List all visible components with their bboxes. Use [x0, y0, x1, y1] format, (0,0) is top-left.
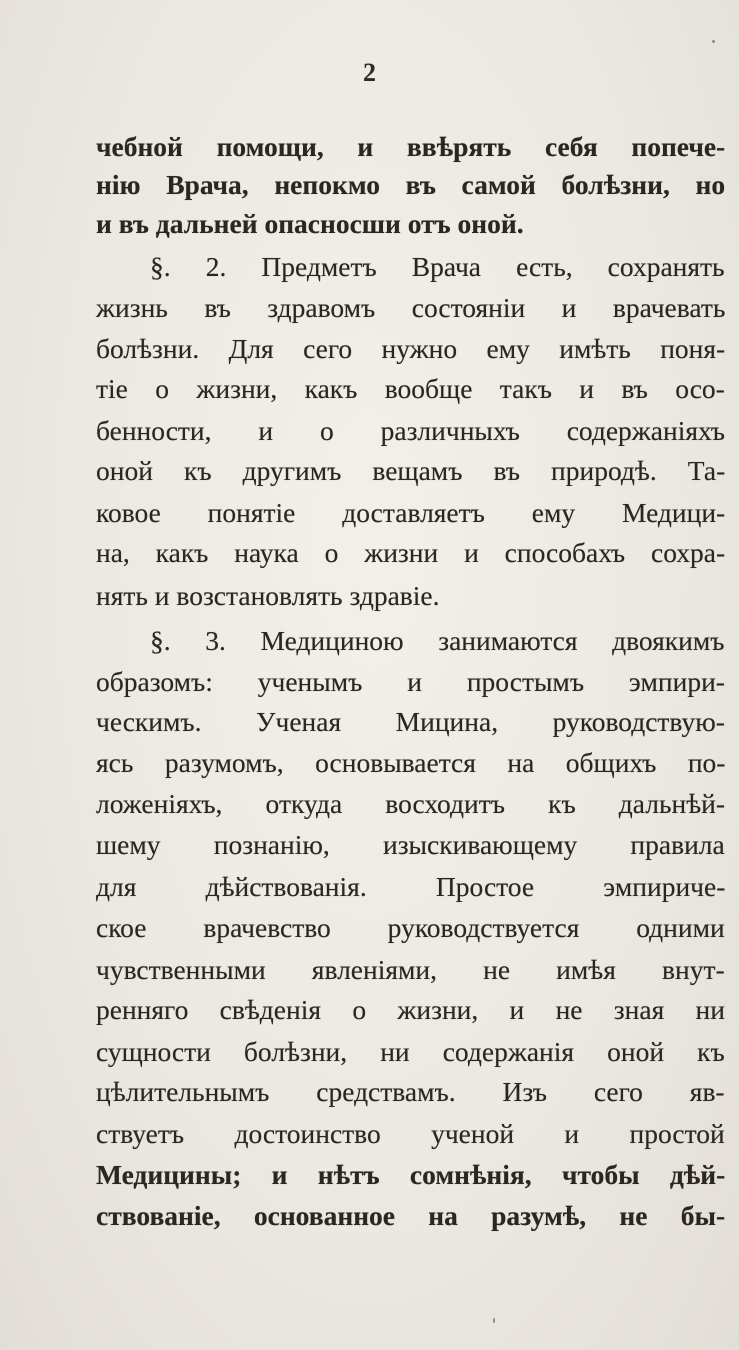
paper-speck — [493, 1318, 495, 1323]
page-number: 2 — [363, 58, 376, 87]
text-line: бенности, и о различныхъ содержаніяхъ — [96, 415, 725, 446]
text-line: чебной помощи, и ввѣрять себя попече- — [96, 131, 726, 162]
text-line: §. 3. Медициною занимаются двоякимъ — [150, 625, 725, 656]
text-line: цѣлительнымъ средствамъ. Изъ сего яв- — [96, 1076, 725, 1107]
text-line: сущности болѣзни, ни содержанія оной къ — [96, 1036, 725, 1067]
text-line: ковое понятіе доставляетъ ему Медици- — [96, 497, 726, 528]
text-line: оной къ другимъ вещамъ въ природѣ. Та- — [96, 455, 726, 486]
text-line: ствованіе, основанное на разумѣ, не бы- — [96, 1200, 726, 1231]
text-line: образомъ: ученымъ и простымъ эмпири- — [96, 666, 725, 697]
text-line: ское врачевство руководствуется одними — [96, 912, 725, 943]
paper-speck — [712, 40, 715, 43]
text-line: жизнь въ здравомъ состояніи и врачевать — [96, 292, 726, 323]
text-line: и въ дальней опасносши отъ оной. — [96, 208, 524, 239]
text-line: болѣзни. Для сего нужно ему имѣть поня- — [96, 333, 726, 364]
text-line: нію Врача, непокмо въ самой болѣзни, но — [96, 169, 726, 200]
text-line: шему познанію, изыскивающему правила — [96, 829, 725, 860]
text-line: тіе о жизни, какъ вообще такъ и въ осо- — [96, 373, 725, 404]
text-line: нять и возстановлять здравіе. — [96, 580, 440, 611]
text-line: ствуетъ достоинство ученой и простой — [96, 1118, 725, 1149]
text-line: чувственными явленіями, не имѣя внут- — [96, 954, 725, 985]
text-line: §. 2. Предметъ Врача есть, сохранять — [150, 251, 725, 282]
text-line: Медицины; и нѣтъ сомнѣнія, чтобы дѣй- — [96, 1159, 726, 1190]
text-line: ложеніяхъ, откуда восходитъ къ дальнѣй- — [96, 788, 726, 819]
text-line: ренняго свѣденія о жизни, и не зная ни — [96, 994, 725, 1025]
text-line: ческимъ. Ученая Мицина, руководствую- — [96, 706, 725, 737]
text-line: ясь разумомъ, основывается на общихъ по- — [96, 747, 726, 778]
text-line: на, какъ наука о жизни и способахъ сохра- — [96, 537, 726, 568]
text-line: для дѣйствованія. Простое эмпириче- — [96, 871, 726, 902]
